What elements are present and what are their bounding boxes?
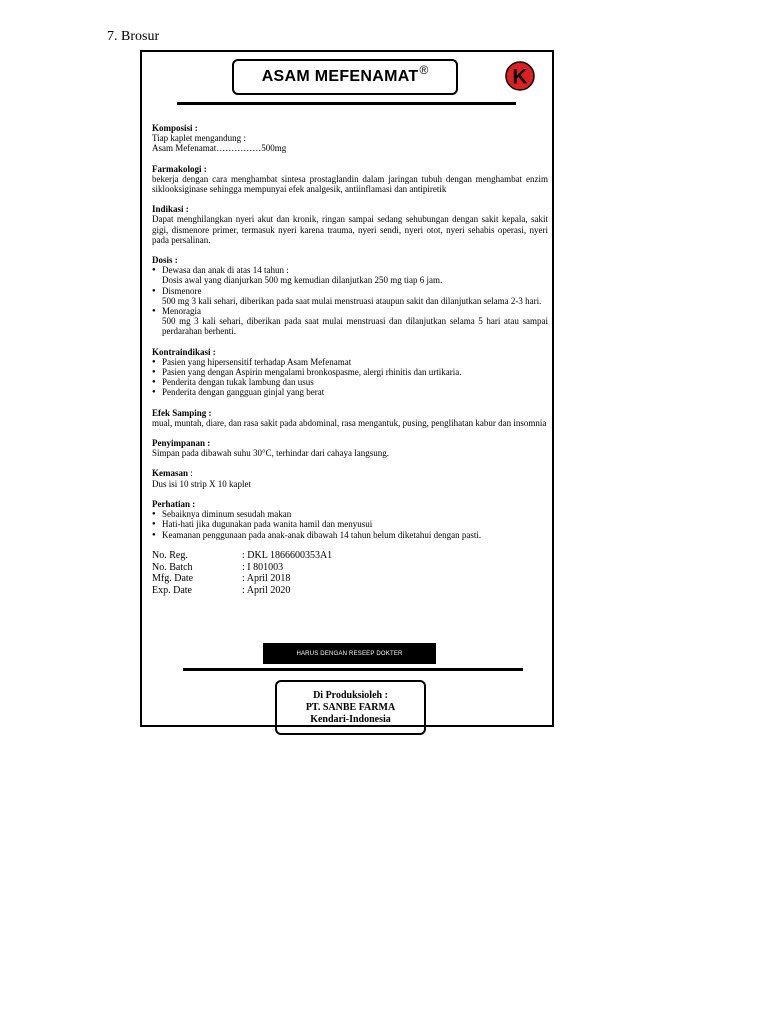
penyimpanan-title: Penyimpanan : bbox=[152, 438, 211, 449]
registration-row bbox=[152, 585, 548, 597]
dosis-item-detail: Dosis awal yang dianjurkan 500 mg kemudian dilanjutkan 250 mg tiap 6 jam. bbox=[162, 275, 443, 286]
registration-table bbox=[152, 550, 548, 597]
kemasan-heading bbox=[152, 468, 548, 478]
kontraindikasi-item: ● Pasien yang hipersensitif terhadap Asam Mefenamat bbox=[152, 357, 548, 367]
dosis-item-label: ● Dismenore bbox=[162, 285, 202, 296]
registration-label: Mfg. Date bbox=[152, 573, 194, 585]
komposisi-line: Tiap kaplet mengandung : bbox=[152, 133, 246, 144]
section-efek-samping bbox=[152, 408, 548, 428]
section-kemasan bbox=[152, 468, 548, 488]
perhatian-item: ● Hati-hati jika dugunakan pada wanita hamil dan menyusui bbox=[152, 519, 548, 529]
producer-line: Di Produksioleh : bbox=[313, 689, 388, 701]
farmakologi-text: bekerja dengan cara menghambat sintesa prostaglandin dalam jaringan tubuh dengan menghambat enzim siklooksiginase sehingga mempunyai efek analgesik, antiinflamasi dan antipiretik bbox=[152, 173, 548, 195]
registration-value: : I 801003 bbox=[242, 561, 284, 573]
indikasi-title: Indikasi : bbox=[152, 204, 189, 215]
registration-row bbox=[152, 550, 548, 562]
product-title-box bbox=[232, 59, 458, 95]
dosis-item bbox=[152, 286, 548, 306]
komposisi-line: Asam Mefenamat……………500mg bbox=[152, 143, 287, 154]
section-perhatian bbox=[152, 499, 548, 540]
registration-label: Exp. Date bbox=[152, 585, 192, 597]
kemasan-title: Kemasan bbox=[152, 468, 188, 479]
registration-label: No. Batch bbox=[152, 561, 193, 573]
farmakologi-title: Farmakologi : bbox=[152, 163, 207, 174]
registration-value: : April 2020 bbox=[242, 585, 291, 597]
dosis-title: Dosis : bbox=[152, 255, 178, 266]
section-kontraindikasi bbox=[152, 347, 548, 398]
registration-row bbox=[152, 562, 548, 574]
producer-location: Kendari-Indonesia bbox=[310, 713, 391, 725]
perhatian-title: Perhatian : bbox=[152, 498, 196, 509]
producer-company: PT. SANBE FARMA bbox=[305, 701, 396, 713]
kontraindikasi-item: ● Penderita dengan gangguan ginjal yang berat bbox=[152, 387, 548, 397]
bottom-divider bbox=[183, 668, 523, 671]
prescription-warning-bar: HARUS DENGAN RESEEP DOKTER bbox=[263, 643, 436, 664]
section-komposisi bbox=[152, 123, 548, 154]
dosis-item bbox=[152, 265, 548, 285]
brochure-content bbox=[152, 123, 548, 597]
producer-box bbox=[275, 680, 426, 735]
dosis-item-detail: 500 mg 3 kali sehari, diberikan pada saat mulai menstruasi ataupun sakit dan dilanjutkan selama 2-3 hari. bbox=[162, 295, 542, 306]
dosis-item-detail: 500 mg 3 kali sehari, diberikan pada saat mulai menstruasi dan dilanjutkan selama 5 hari atau sampai perdarahan berhenti. bbox=[162, 316, 548, 337]
top-divider bbox=[177, 102, 516, 105]
registration-row bbox=[152, 573, 548, 585]
penyimpanan-text: Simpan pada dibawah suhu 30°C, terhindar dari cahaya langsung. bbox=[152, 448, 390, 459]
hard-drug-k-logo bbox=[505, 61, 535, 91]
k-logo-letter: K bbox=[512, 65, 528, 89]
section-farmakologi bbox=[152, 164, 548, 195]
efek-samping-title: Efek Samping : bbox=[152, 407, 212, 418]
product-title: ASAM MEFENAMAT bbox=[261, 68, 419, 85]
dosis-item-label: ● Menoragia bbox=[162, 306, 201, 317]
registration-value: : DKL 1866600353A1 bbox=[242, 549, 333, 561]
indikasi-text: Dapat menghilangkan nyeri akut dan kronik, ringan sampai sedang sehubungan dengan sakit kepala, sakit gigi, dismenore primer, termasuk nyeri karena trauma, nyeri sendi, nyeri otot, nyeri sehabis operasi, nyeri pada persalinan. bbox=[152, 214, 548, 245]
section-dosis bbox=[152, 255, 548, 337]
dosis-item-label: ● Dewasa dan anak di atas 14 tahun : bbox=[162, 265, 289, 276]
registration-value: : April 2018 bbox=[242, 573, 291, 585]
dosis-item bbox=[152, 306, 548, 337]
registered-mark: ® bbox=[419, 63, 429, 77]
efek-samping-text: mual, muntah, diare, dan rasa sakit pada abdominal, rasa mengantuk, pusing, penglihatan kabur dan insomnia bbox=[152, 417, 547, 428]
kemasan-text: Dus isi 10 strip X 10 kaplet bbox=[152, 478, 251, 489]
section-penyimpanan bbox=[152, 438, 548, 458]
komposisi-title: Komposisi : bbox=[152, 123, 198, 133]
registration-label: No. Reg. bbox=[152, 549, 188, 561]
perhatian-item: ● Sebaiknya diminum sesudah makan bbox=[152, 509, 548, 519]
brochure bbox=[140, 50, 554, 727]
kontraindikasi-title: Kontraindikasi : bbox=[152, 346, 216, 357]
perhatian-item: ● Keamanan penggunaan pada anak-anak dibawah 14 tahun belum diketahui dengan pasti. bbox=[152, 530, 548, 540]
kontraindikasi-item: ● Penderita dengan tukak lambung dan usus bbox=[152, 377, 548, 387]
kemasan-colon: : bbox=[188, 468, 193, 479]
kontraindikasi-item: ● Pasien yang dengan Aspirin mengalami bronkospasme, alergi rhinitis dan urtikaria. bbox=[152, 367, 548, 377]
page-heading: 7. Brosur bbox=[107, 29, 160, 44]
section-indikasi bbox=[152, 204, 548, 245]
